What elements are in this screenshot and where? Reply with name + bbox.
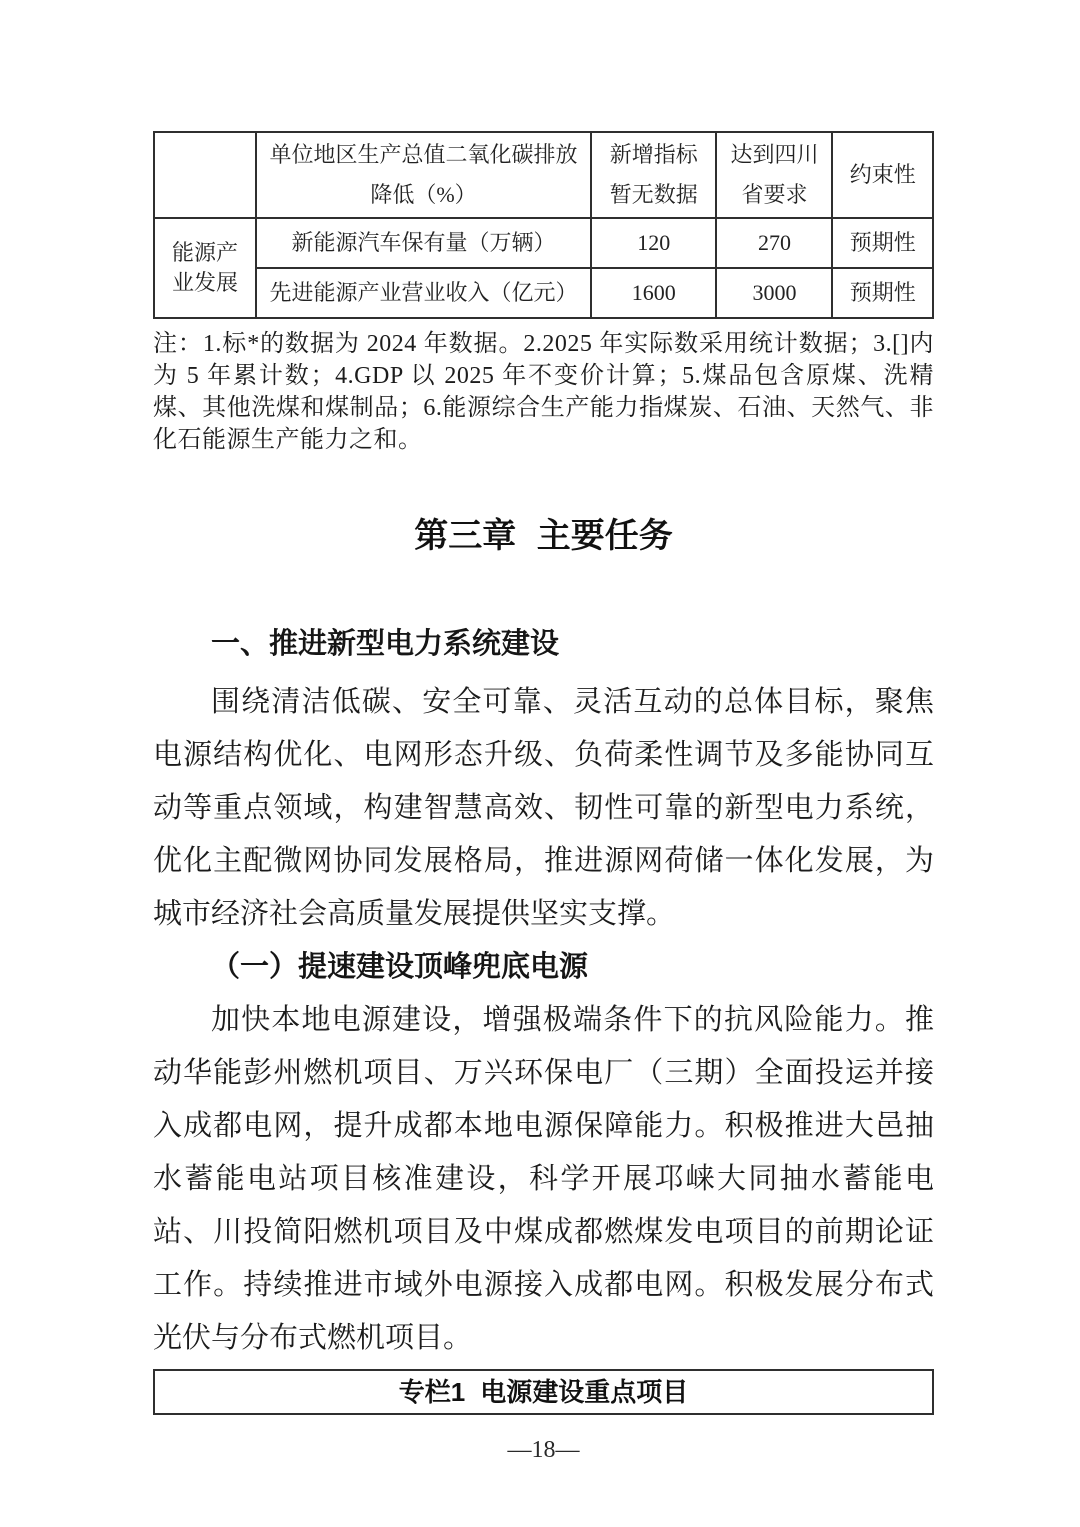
table-cell-new-value: 新增指标暂无数据 — [591, 132, 716, 218]
chapter-title: 第三章 主要任务 — [414, 518, 673, 555]
section-title: 一、推进新型电力系统建设 — [211, 628, 560, 660]
table-notes: 注：1.标*的数据为 2024 年数据。2.2025 年实际数采用统计数据；3.[]内为 5 年累计数；4.GDP 以 2025 年不变价计算；5.煤品包含原煤、洗精煤、其他洗煤和煤制品；6.能源综合生产能力指煤炭、石油、天然气、非化石能源生产能力之和。 — [153, 331, 934, 453]
body-paragraph: 围绕清洁低碳、安全可靠、灵活互动的总体目标，聚焦电源结构优化、电网形态升级、负荷柔性调节及多能协同互动等重点领域，构建智慧高效、韧性可靠的新型电力系统，优化主配微网协同发展格局，推进源网荷储一体化发展，为城市经济社会高质量发展提供坚实支撑。 — [153, 686, 934, 930]
subsection-title: （一）提速建设顶峰兜底电源 — [211, 951, 589, 983]
table-cell-type: 预期性 — [832, 268, 933, 318]
table-cell-type: 约束性 — [832, 132, 933, 218]
table-row — [154, 268, 933, 318]
body-paragraph: 加快本地电源建设，增强极端条件下的抗风险能力。推动华能彭州燃机项目、万兴环保电厂（三期）全面投运并接入成都电网，提升成都本地电源保障能力。积极推进大邑抽水蓄能电站项目核准建设，科学开展邛崃大同抽水蓄能电站、川投简阳燃机项目及中煤成都燃煤发电项目的前期论证工作。持续推进市域外电源接入成都电网。积极发展分布式光伏与分布式燃机项目。 — [153, 1004, 934, 1354]
table-row — [154, 218, 933, 268]
table-cell-indicator: 单位地区生产总值二氧化碳排放降低（%） — [256, 132, 591, 218]
table-cell-new-value: 120 — [591, 218, 716, 268]
page-number: —18— — [507, 1437, 580, 1463]
table-cell-indicator: 新能源汽车保有量（万辆） — [256, 218, 591, 268]
indicators-table — [153, 131, 934, 319]
table-cell-type: 预期性 — [832, 218, 933, 268]
table-cell-group-label: 能源产业发展 — [154, 218, 256, 318]
table-cell-new-value: 1600 — [591, 268, 716, 318]
table-cell-target: 270 — [716, 218, 832, 268]
table-cell-target: 达到四川省要求 — [716, 132, 832, 218]
table-cell-target: 3000 — [716, 268, 832, 318]
table-cell-group-empty — [154, 132, 256, 218]
column-box-title: 专栏1 电源建设重点项目 — [153, 1369, 934, 1415]
table-cell-indicator: 先进能源产业营业收入（亿元） — [256, 268, 591, 318]
table-row — [154, 132, 933, 218]
